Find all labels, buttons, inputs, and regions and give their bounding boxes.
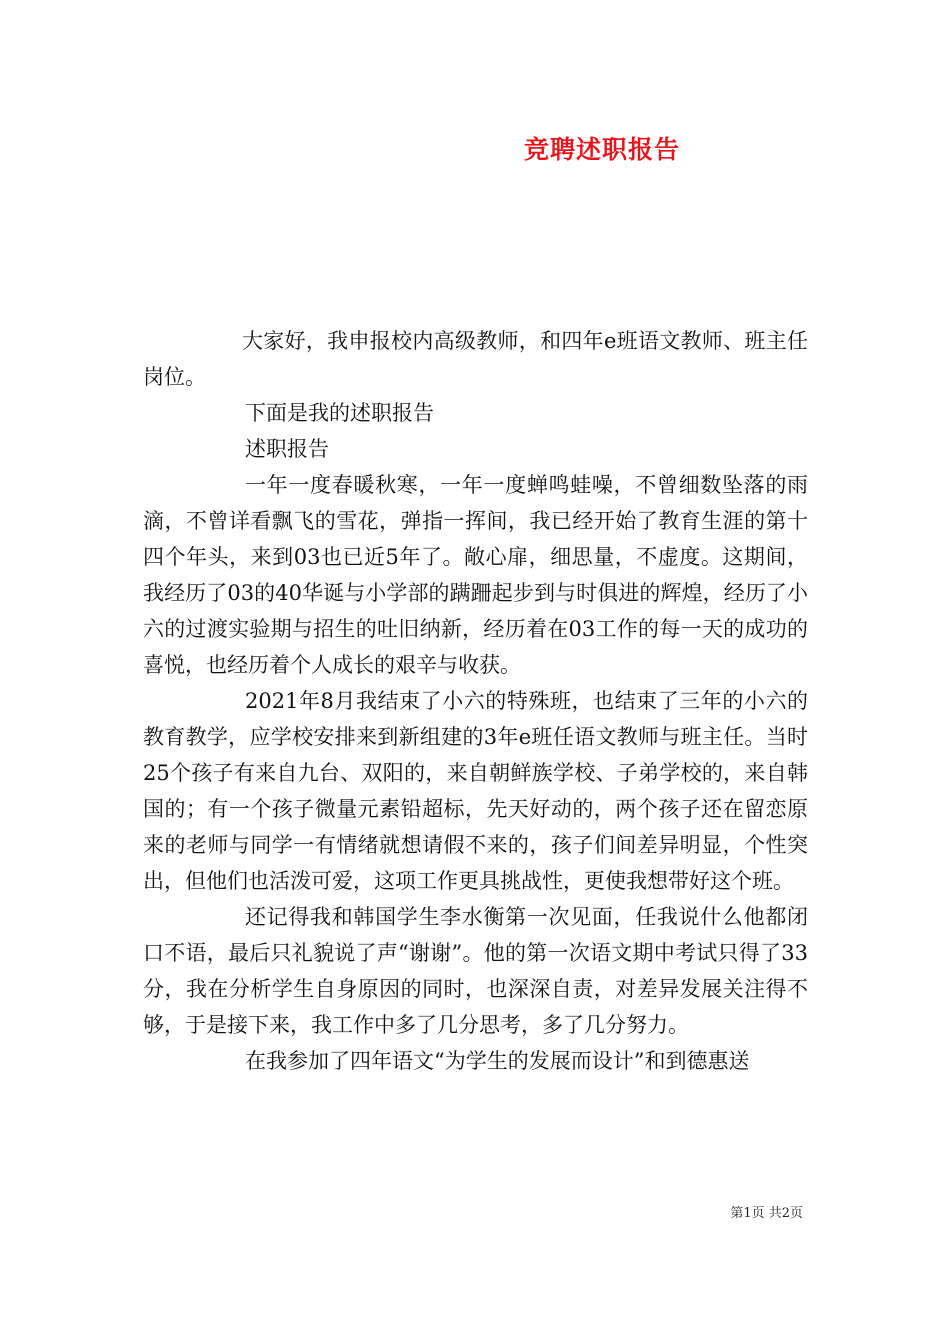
document-title: 竞聘述职报告 [523, 135, 680, 164]
paragraph-reflection: 一年一度春暖秋寒，一年一度蝉鸣蛙噪，不曾细数坠落的雨滴，不曾详看飘飞的雪花，弹指一挥间，我已经开始了教育生涯的第十四个年头，来到03也已近5年了。敞心扉，细思量，不虚度。这期间，我经历了03的40华诞与小学部的蹒跚起步到与时俱进的辉煌，经历了小六的过渡实验期与招生的吐旧纳新，经历着在03工作的每一天的成功的喜悦，也经历着个人成长的艰辛与收获。 [143, 473, 808, 677]
paragraph-subheading: 述职报告 [245, 437, 329, 461]
paragraph-student-story: 还记得我和韩国学生李水衡第一次见面，任我说什么他都闭口不语，最后只礼貌说了声“谢谢”。他的第一次语文期中考试只得了33分，我在分析学生自身原因的同时，也深深自责，对差异发展关注得不够，于是接下来，我工作中多了几分思考，多了几分努力。 [143, 905, 808, 1037]
page-footer: 第1页 共2页 [730, 1206, 803, 1221]
paragraph-continuation: 在我参加了四年语文“为学生的发展而设计”和到德惠送 [245, 1049, 750, 1073]
paragraph-intro: 下面是我的述职报告 [245, 401, 434, 425]
paragraph-greeting: 大家好，我申报校内高级教师，和四年e班语文教师、班主任岗位。 [143, 329, 808, 389]
document-body [143, 323, 808, 1079]
paragraph-class-assignment: 2021年8月我结束了小六的特殊班，也结束了三年的小六的教育教学，应学校安排来到新组建的3年e班任语文教师与班主任。当时25个孩子有来自九台、双阳的，来自朝鲜族学校、子弟学校的，来自韩国的；有一个孩子微量元素铅超标，先天好动的，两个孩子还在留恋原来的老师与同学一有情绪就想请假不来的，孩子们间差异明显，个性突出，但他们也活泼可爱，这项工作更具挑战性，更使我想带好这个班。 [143, 689, 808, 893]
